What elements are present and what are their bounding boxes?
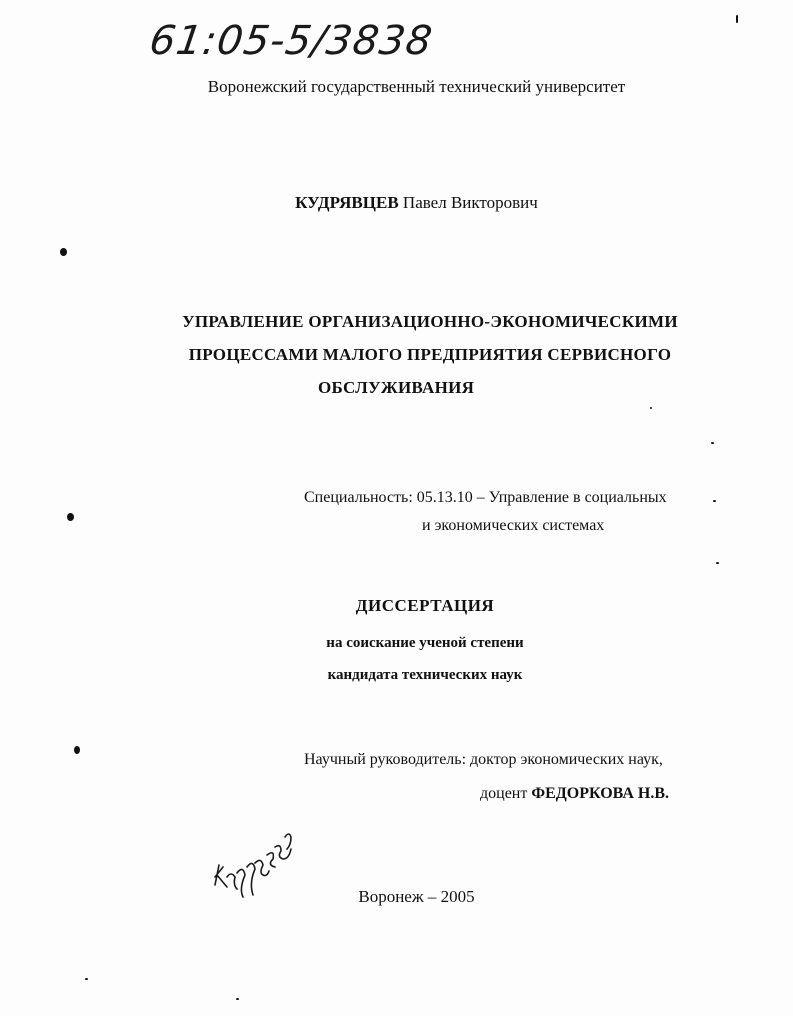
title-line-2: ПРОЦЕССАМИ МАЛОГО ПРЕДПРИЯТИЯ СЕРВИСНОГО [188,345,672,364]
scan-dot [716,562,719,564]
author-given-names: Павел Викторович [402,193,538,212]
supervisor-line-1: Научный руководитель: доктор экономических наук, [304,751,663,768]
scan-dot [85,978,88,980]
specialty-line-1: Специальность: 05.13.10 – Управление в социальных [304,489,667,506]
scan-dot [236,998,239,1000]
scan-dot [67,513,74,521]
specialty-line-2: и экономических системах [422,517,605,534]
scan-dot [60,248,67,256]
dissertation-title [150,305,710,404]
author-surname: КУДРЯВЦЕВ [295,193,399,212]
author-line [0,193,793,213]
specialty-block [304,484,667,540]
university-name: Воронежский государственный технический университет [207,77,626,96]
supervisor-line-2 [304,777,669,811]
scan-dot [711,442,714,444]
city-year: Воронеж – 2005 [358,887,475,906]
scan-dot [713,500,716,502]
dissertation-label: ДИССЕРТАЦИЯ [355,596,495,615]
degree-block [260,627,590,691]
handwritten-catalog-number: 61:05-5/3838 [146,18,436,64]
degree-line-1: на соискание ученой степени [326,635,524,651]
supervisor-block [304,743,669,811]
title-line-3: ОБСЛУЖИВАНИЯ [318,378,475,397]
scan-dot [650,407,652,409]
supervisor-name: ФЕДОРКОВА Н.В. [531,785,669,802]
scan-dot [74,746,80,754]
supervisor-prefix: доцент [480,785,528,802]
scan-dot [736,15,738,23]
degree-line-2: кандидата технических наук [327,667,523,683]
title-line-1: УПРАВЛЕНИЕ ОРГАНИЗАЦИОННО-ЭКОНОМИЧЕСКИМИ [182,312,678,331]
